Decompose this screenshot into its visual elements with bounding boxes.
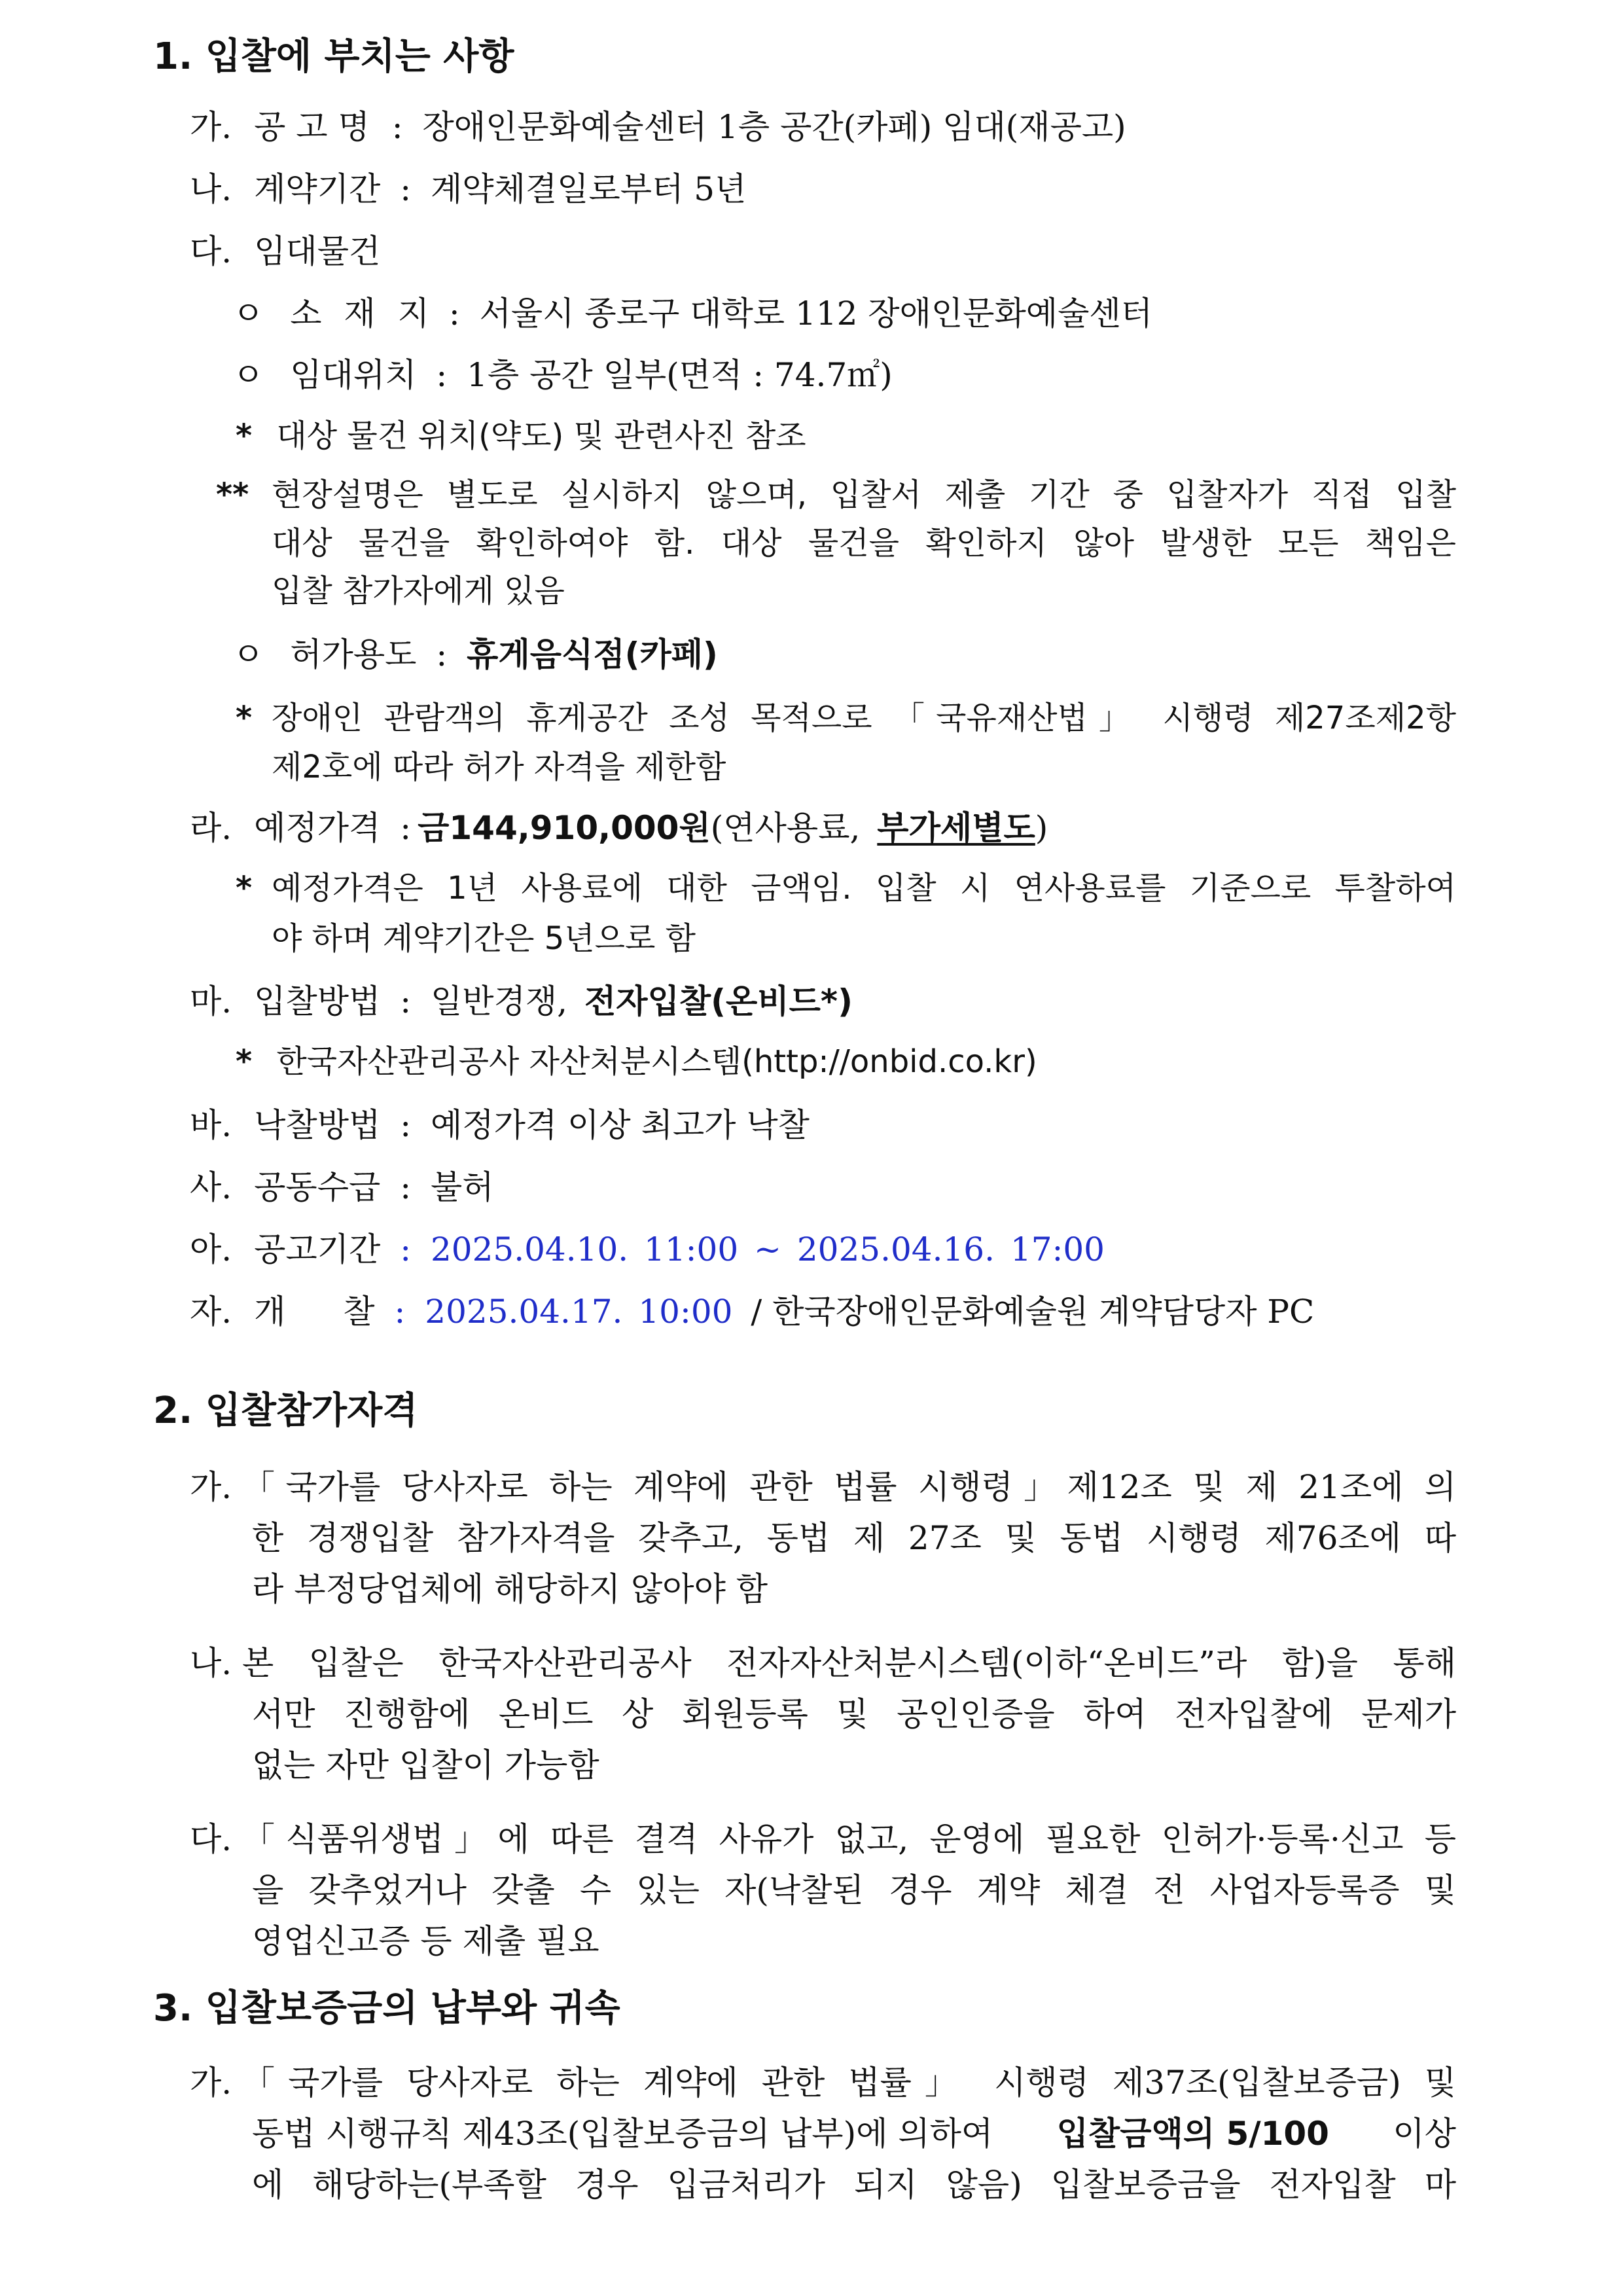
note2-line2: 대상 물건을 확인하여야 함. 대상 물건을 확인하지 않아 발생한 모든 책임은 [272, 525, 1456, 562]
s2-na-line3: 없는 자만 입찰이 가능함 [252, 1746, 599, 1784]
price-note-line1: 예정가격은 1년 사용료에 대한 금액임. 입찰 시 연사용료를 기준으로 투찰하여 [272, 870, 1456, 906]
s2-na-marker: 나. [190, 1644, 232, 1682]
price-note-line2: 야 하며 계약기간은 5년으로 함 [272, 920, 696, 957]
s2-ga-marker: 가. [190, 1468, 232, 1506]
s3-ga-line3: 에 해당하는(부족할 경우 입금처리가 되지 않음) 입찰보증금을 전자입찰 마 [252, 2166, 1456, 2204]
note-map-photos: * 대상 물건 위치(약도) 및 관련사진 참조 [236, 418, 806, 454]
item-award-method: 바. 낙찰방법 : 예정가격 이상 최고가 낙찰 [190, 1106, 810, 1144]
s2-ga-line3: 라 부정당업체에 해당하지 않아야 함 [252, 1570, 768, 1608]
s2-na-line1: 본 입찰은 한국자산관리공사 전자자산처분시스템(이하“온비드”라 함)을 통해 [242, 1644, 1456, 1682]
item-announcement-name [190, 106, 1126, 148]
s3-ga-line1: 「국가를 당사자로 하는 계약에 관한 법률」 시행령 제37조(입찰보증금) 및 [242, 2064, 1456, 2102]
item-estimated-price: 라. 예정가격 : 금144,910,000원(연사용료, 부가세별도) [190, 809, 1048, 847]
s2-da-line1: 「식품위생법」에 따른 결격 사유가 없고, 운영에 필요한 인허가·등록·신고 등 [242, 1820, 1456, 1858]
note2-line1: 현장설명은 별도로 실시하지 않으며, 입찰서 제출 기간 중 입찰자가 직접 입찰 [272, 476, 1456, 513]
note3-line1: 장애인 관람객의 휴게공간 조성 목적으로 「국유재산법」 시행령 제27조제2항 [272, 700, 1456, 736]
label: 공 고 명 [254, 108, 370, 146]
s3-ga-line2: 동법 시행규칙 제43조(입찰보증금의 납부)에 의하여 입찰금액의 5/100 이상 [252, 2113, 1456, 2155]
onbid-note: * 한국자산관리공사 자산처분시스템(http://onbid.co.kr) [236, 1043, 1037, 1080]
item-contract-period: 나. 계약기간 : 계약체결일로부터 5년 [190, 170, 747, 208]
item-permitted-use: ㅇ 허가용도 : 휴게음식점(카페) [232, 636, 718, 673]
value: 장애인문화예술센터 1층 공간(카페) 임대(재공고) [422, 108, 1126, 146]
section1-title: 1. 입찰에 부치는 사항 [153, 35, 514, 78]
item-bid-opening: 자. 개 찰 : 2025.04.17. 10:00 / 한국장애인문화예술원 계약담당자 PC [190, 1293, 1315, 1331]
marker: 가. [190, 108, 232, 146]
item-location: ㅇ 소 재 지 : 서울시 종로구 대학로 112 장애인문화예술센터 [232, 295, 1152, 332]
bid-opening-date: 2025.04.17. 10:00 [425, 1293, 733, 1331]
s2-da-marker: 다. [190, 1820, 232, 1858]
s2-ga-line1: 「국가를 당사자로 하는 계약에 관한 법률 시행령」제12조 및 제 21조에 의 [242, 1468, 1456, 1506]
price-note-mark: * [236, 870, 253, 906]
note3-mark: * [236, 700, 253, 736]
s3-ga-marker: 가. [190, 2064, 232, 2102]
item-joint-supply: 사. 공동수급 : 불허 [190, 1168, 494, 1206]
price: 금144,910,000원 [418, 809, 711, 847]
s2-da-line3: 영업신고증 등 제출 필요 [252, 1922, 599, 1960]
note3-line2: 제2호에 따라 허가 자격을 제한함 [272, 749, 726, 785]
item-notice-period: 아. 공고기간 : 2025.04.10. 11:00 ~ 2025.04.16. 17:00 [190, 1230, 1105, 1268]
s2-ga-line2: 한 경쟁입찰 참가자격을 갖추고, 동법 제 27조 및 동법 시행령 제76조에 따 [252, 1519, 1456, 1557]
section3-title: 3. 입찰보증금의 납부와 귀속 [153, 1987, 620, 2030]
section2-title: 2. 입찰참가자격 [153, 1390, 418, 1432]
note2-mark: ** [216, 476, 249, 513]
s2-da-line2: 을 갖추었거나 갖출 수 있는 자(낙찰된 경우 계약 체결 전 사업자등록증 및 [252, 1871, 1456, 1909]
item-bid-method: 마. 입찰방법 : 일반경쟁, 전자입찰(온비드*) [190, 982, 853, 1020]
item-lease-property: 다. 임대물건 [190, 232, 381, 270]
notice-period-value: 2025.04.10. 11:00 ~ 2025.04.16. 17:00 [430, 1230, 1105, 1268]
deposit-rate: 입찰금액의 5/100 [1056, 2115, 1329, 2153]
vat-separate: 부가세별도 [877, 809, 1035, 847]
note2-line3: 입찰 참가자에게 있음 [272, 573, 565, 609]
item-lease-position: ㅇ 임대위치 : 1층 공간 일부(면적 : 74.7㎡) [232, 356, 893, 394]
s2-na-line2: 서만 진행함에 온비드 상 회원등록 및 공인인증을 하여 전자입찰에 문제가 [252, 1695, 1456, 1733]
colon: : [391, 108, 403, 146]
